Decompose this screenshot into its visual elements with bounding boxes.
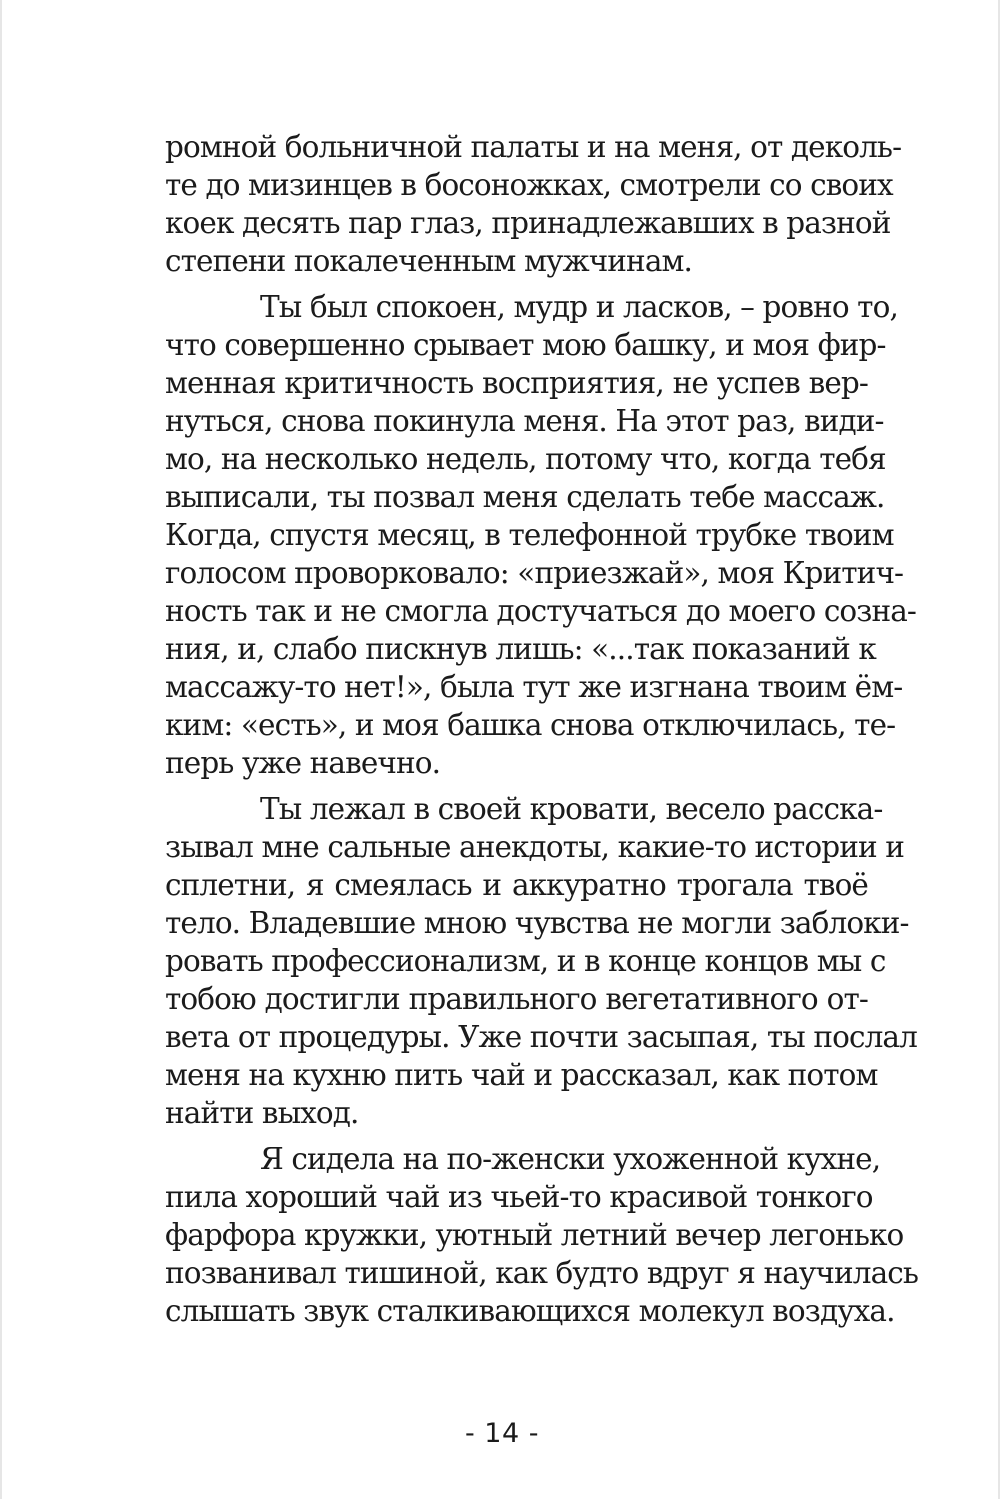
body-text xyxy=(165,128,919,1330)
text-line: выписали, ты позвал меня сделать тебе массаж. xyxy=(165,480,885,514)
text-line: ромной больничной палаты и на меня, от деколь- xyxy=(165,130,902,164)
paragraph xyxy=(165,288,917,782)
text-line: Я сидела на по-женски ухоженной кухне, xyxy=(260,1142,881,1176)
page-number: - 14 - xyxy=(464,1418,539,1449)
text-line: нуться, снова покинула меня. На этот раз, види- xyxy=(165,404,884,438)
text-line: ность так и не смогла достучаться до моего созна- xyxy=(165,594,917,628)
text-line: зывал мне сальные анекдоты, какие-то истории и xyxy=(165,830,904,864)
text-line: вета от процедуры. Уже почти засыпая, ты послал xyxy=(165,1020,917,1054)
text-line: степени покалеченным мужчинам. xyxy=(165,244,693,278)
text-line: массажу-то нет!», была тут же изгнана твоим ём- xyxy=(165,670,903,704)
text-line: позванивал тишиной, как будто вдруг я научилась xyxy=(165,1256,919,1290)
text-line: перь уже навечно. xyxy=(165,746,441,780)
text-line: сплетни, я смеялась и аккуратно трогала твоё xyxy=(165,868,868,902)
text-line: найти выход. xyxy=(165,1096,359,1130)
text-line: что совершенно срывает мою башку, и моя фир- xyxy=(165,328,886,362)
text-line: пила хороший чай из чьей-то красивой тонкого xyxy=(165,1180,873,1214)
paragraph xyxy=(165,790,917,1132)
text-line: Когда, спустя месяц, в телефонной трубке твоим xyxy=(165,518,894,552)
text-line: мо, на несколько недель, потому что, когда тебя xyxy=(165,442,886,476)
text-line: тело. Владевшие мною чувства не могли заблоки- xyxy=(165,906,909,940)
paragraph xyxy=(165,128,902,280)
text-line: тобою достигли правильного вегетативного от- xyxy=(165,982,868,1016)
text-line: меня на кухню пить чай и рассказал, как потом xyxy=(165,1058,878,1092)
text-line: ровать профессионализм, и в конце концов мы с xyxy=(165,944,886,978)
text-line: слышать звук сталкивающихся молекул воздуха. xyxy=(165,1294,895,1328)
text-line: фарфора кружки, уютный летний вечер легонько xyxy=(165,1218,904,1252)
text-line: Ты был спокоен, мудр и ласков, – ровно то, xyxy=(260,290,898,324)
text-line: ким: «есть», и моя башка снова отключилась, те- xyxy=(165,708,896,742)
text-line: голосом проворковало: «приезжай», моя Критич- xyxy=(165,556,904,590)
text-line: ния, и, слабо пискнув лишь: «...так показаний к xyxy=(165,632,876,666)
paragraph xyxy=(165,1140,919,1330)
text-line: менная критичность восприятия, не успев вер- xyxy=(165,366,868,400)
text-line: те до мизинцев в босоножках, смотрели со своих xyxy=(165,168,893,202)
text-line: коек десять пар глаз, принадлежавших в разной xyxy=(165,206,891,240)
text-line: Ты лежал в своей кровати, весело расска- xyxy=(260,792,883,826)
